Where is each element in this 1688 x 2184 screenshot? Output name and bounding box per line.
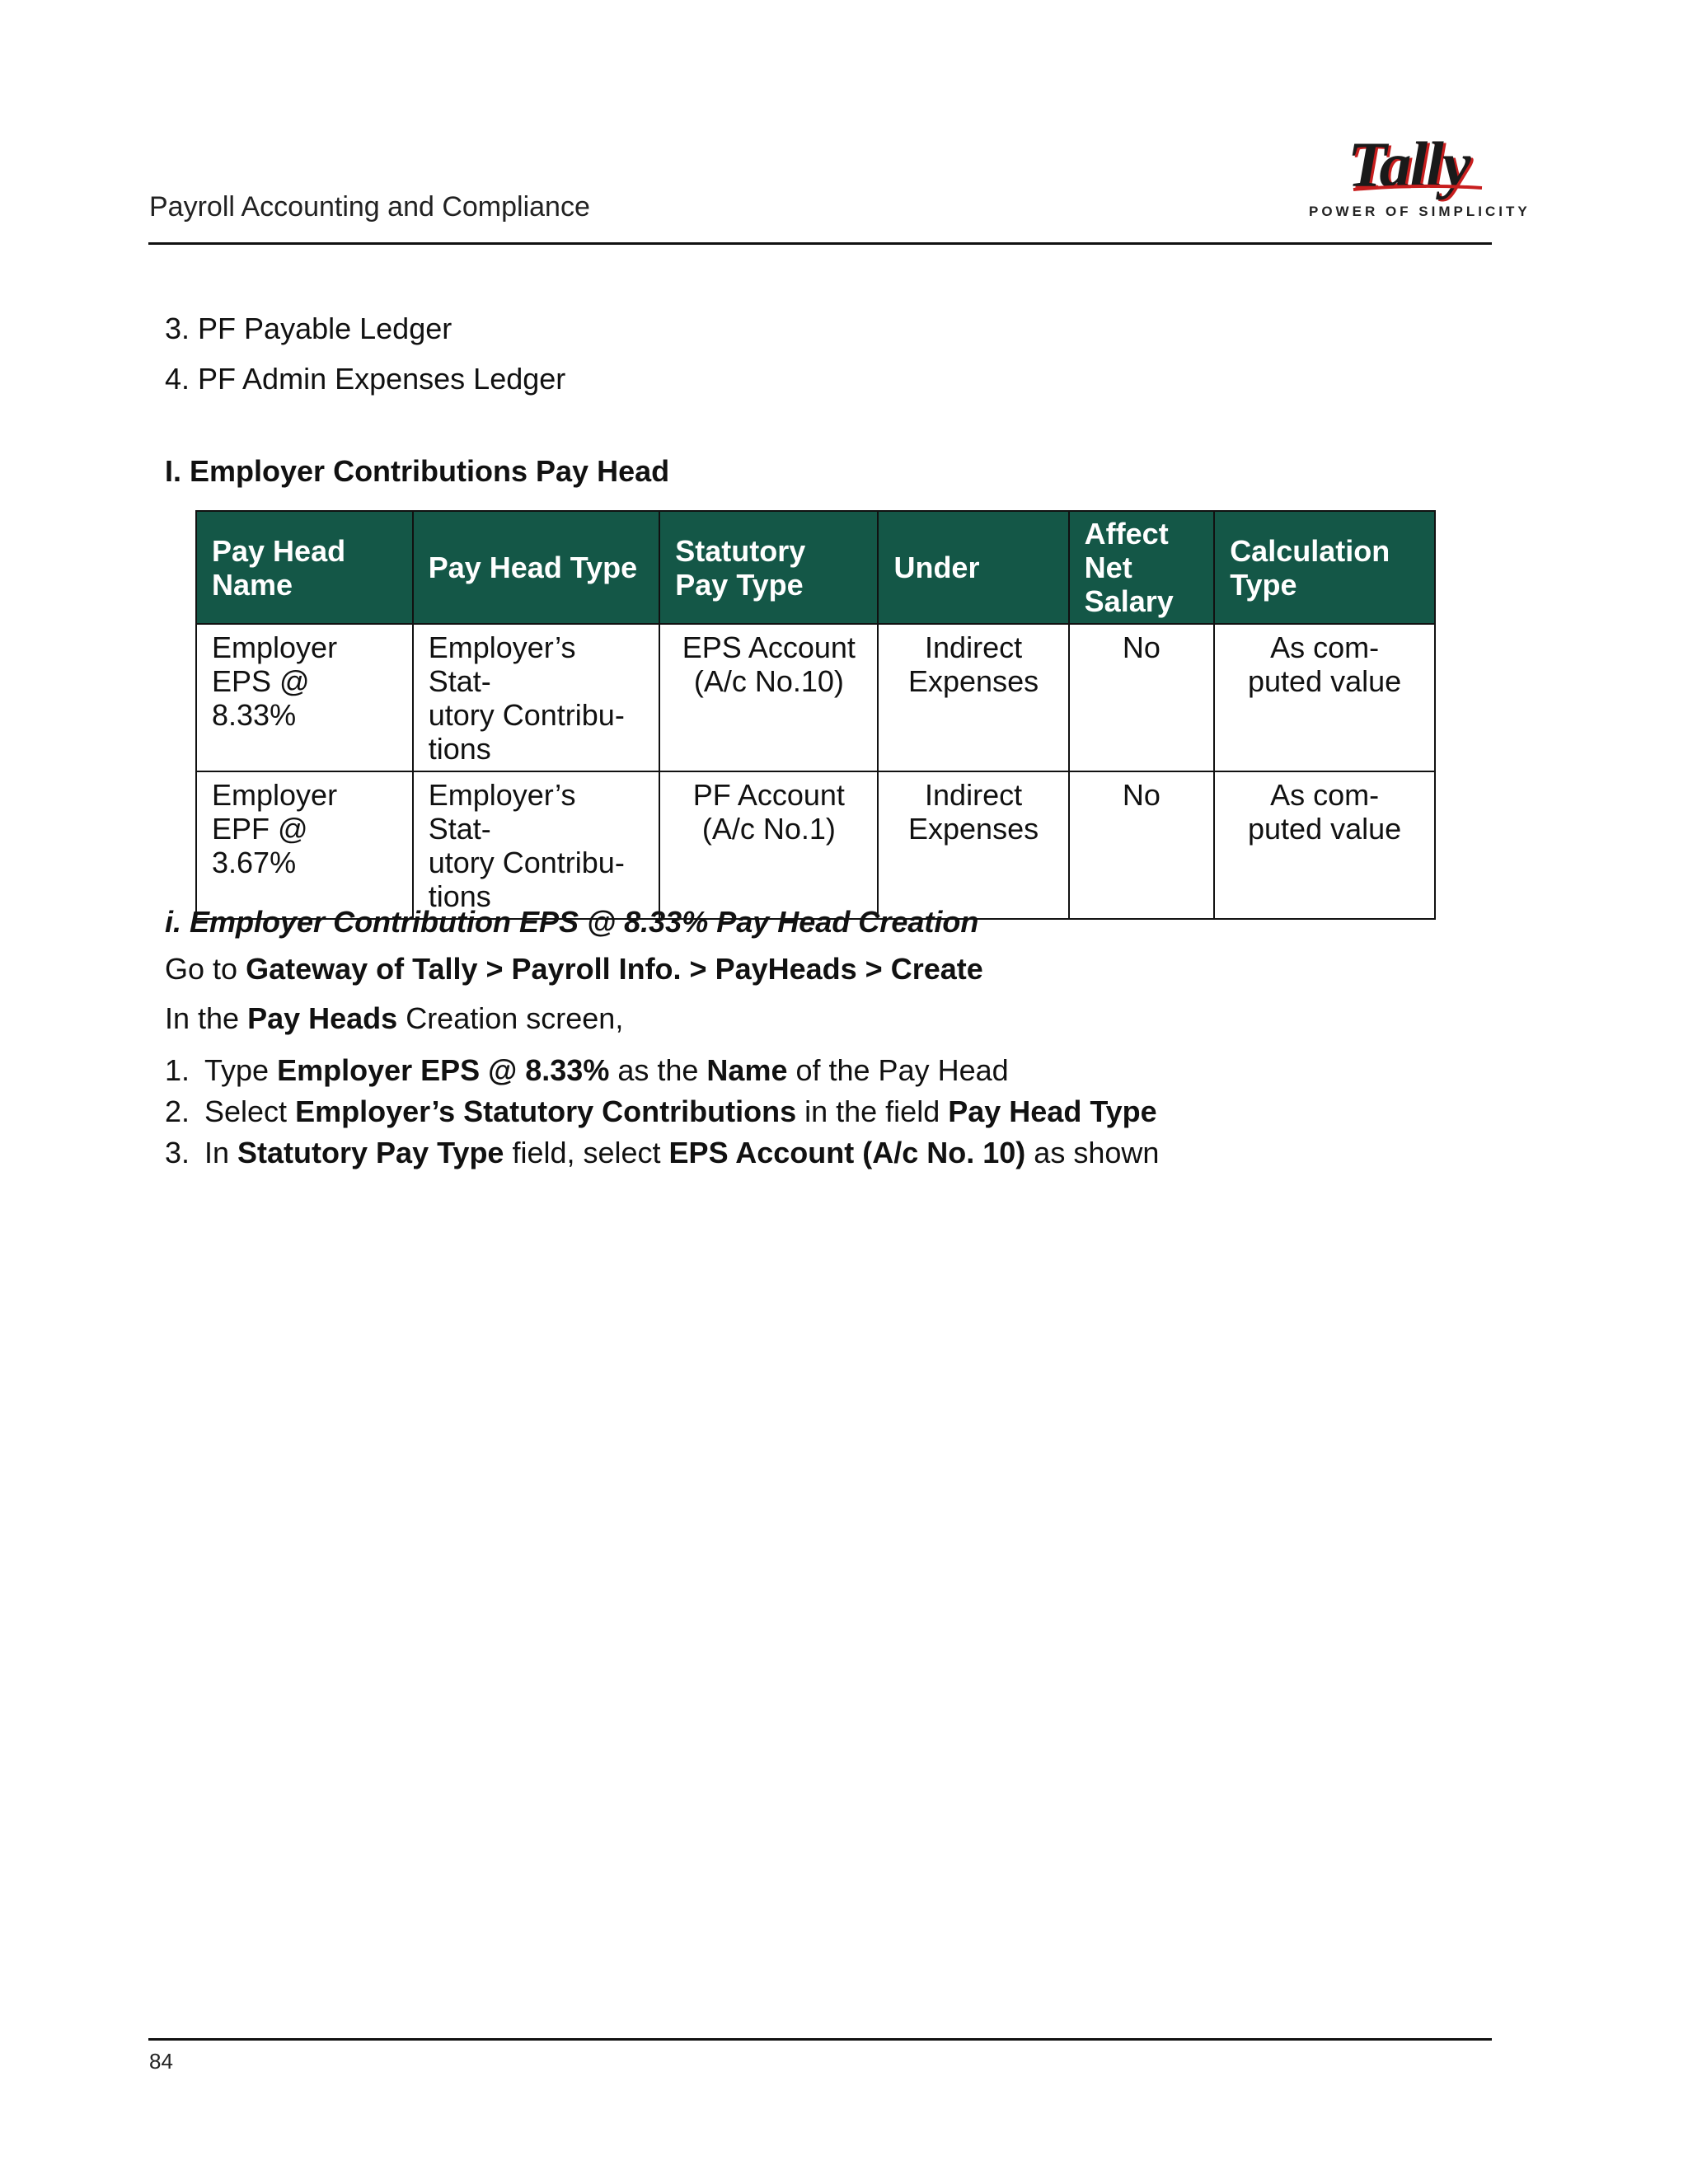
page-number: 84 (149, 2049, 173, 2074)
list-item: 2. Select Employer’s Statutory Contributions in the field Pay Head Type (165, 1094, 1157, 1128)
column-header-pay-head-type: Pay Head Type (413, 511, 660, 624)
table-row (196, 771, 1435, 919)
cell-pay-head-name: Employer EPS @ 8.33% (196, 624, 413, 771)
cell-affect-net-salary: No (1069, 771, 1215, 919)
cell-pay-head-type: Employer’s Stat- utory Contribu- tions (413, 624, 660, 771)
goto-instruction: Go to Gateway of Tally > Payroll Info. > PayHeads > Create (165, 952, 983, 986)
header-divider (148, 242, 1492, 245)
list-item: 1. Type Employer EPS @ 8.33% as the Name of the Pay Head (165, 1053, 1009, 1087)
list-item: 3. In Statutory Pay Type field, select EPS Account (A/c No. 10) as shown (165, 1136, 1160, 1169)
cell-affect-net-salary: No (1069, 624, 1215, 771)
running-header-title: Payroll Accounting and Compliance (149, 191, 590, 223)
logo-swoosh-icon (1352, 184, 1484, 192)
steps-list (165, 1050, 1159, 1174)
logo-wordmark: Tally (1348, 129, 1470, 200)
cell-calculation-type: As com- puted value (1214, 771, 1435, 919)
column-header-calculation-type: Calculation Type (1214, 511, 1435, 624)
column-header-pay-head-name: Pay Head Name (196, 511, 413, 624)
cell-under: Indirect Expenses (878, 624, 1068, 771)
column-header-under: Under (878, 511, 1068, 624)
cell-under: Indirect Expenses (878, 771, 1068, 919)
cell-statutory-pay-type: PF Account (A/c No.1) (659, 771, 878, 919)
menu-path: Gateway of Tally > Payroll Info. > PayHeads > Create (246, 952, 983, 986)
employer-contributions-table (195, 510, 1436, 920)
tally-logo (1302, 128, 1531, 227)
column-header-affect-net-salary: Affect Net Salary (1069, 511, 1215, 624)
cell-calculation-type: As com- puted value (1214, 624, 1435, 771)
footer-divider (148, 2038, 1492, 2041)
table-row (196, 624, 1435, 771)
column-header-statutory-pay-type: Statutory Pay Type (659, 511, 878, 624)
subsection-heading: i. Employer Contribution EPS @ 8.33% Pay Head Creation (165, 905, 979, 939)
section-heading: I. Employer Contributions Pay Head (165, 454, 670, 488)
logo-tagline: POWER OF SIMPLICITY (1309, 204, 1531, 219)
list-item: 4. PF Admin Expenses Ledger (165, 362, 566, 396)
list-item: 3. PF Payable Ledger (165, 312, 452, 345)
ledger-list (165, 303, 565, 404)
cell-pay-head-type: Employer’s Stat- utory Contribu- tions (413, 771, 660, 919)
cell-pay-head-name: Employer EPF @ 3.67% (196, 771, 413, 919)
cell-statutory-pay-type: EPS Account (A/c No.10) (659, 624, 878, 771)
table-header-row (196, 511, 1435, 624)
screen-instruction: In the Pay Heads Creation screen, (165, 1001, 624, 1035)
